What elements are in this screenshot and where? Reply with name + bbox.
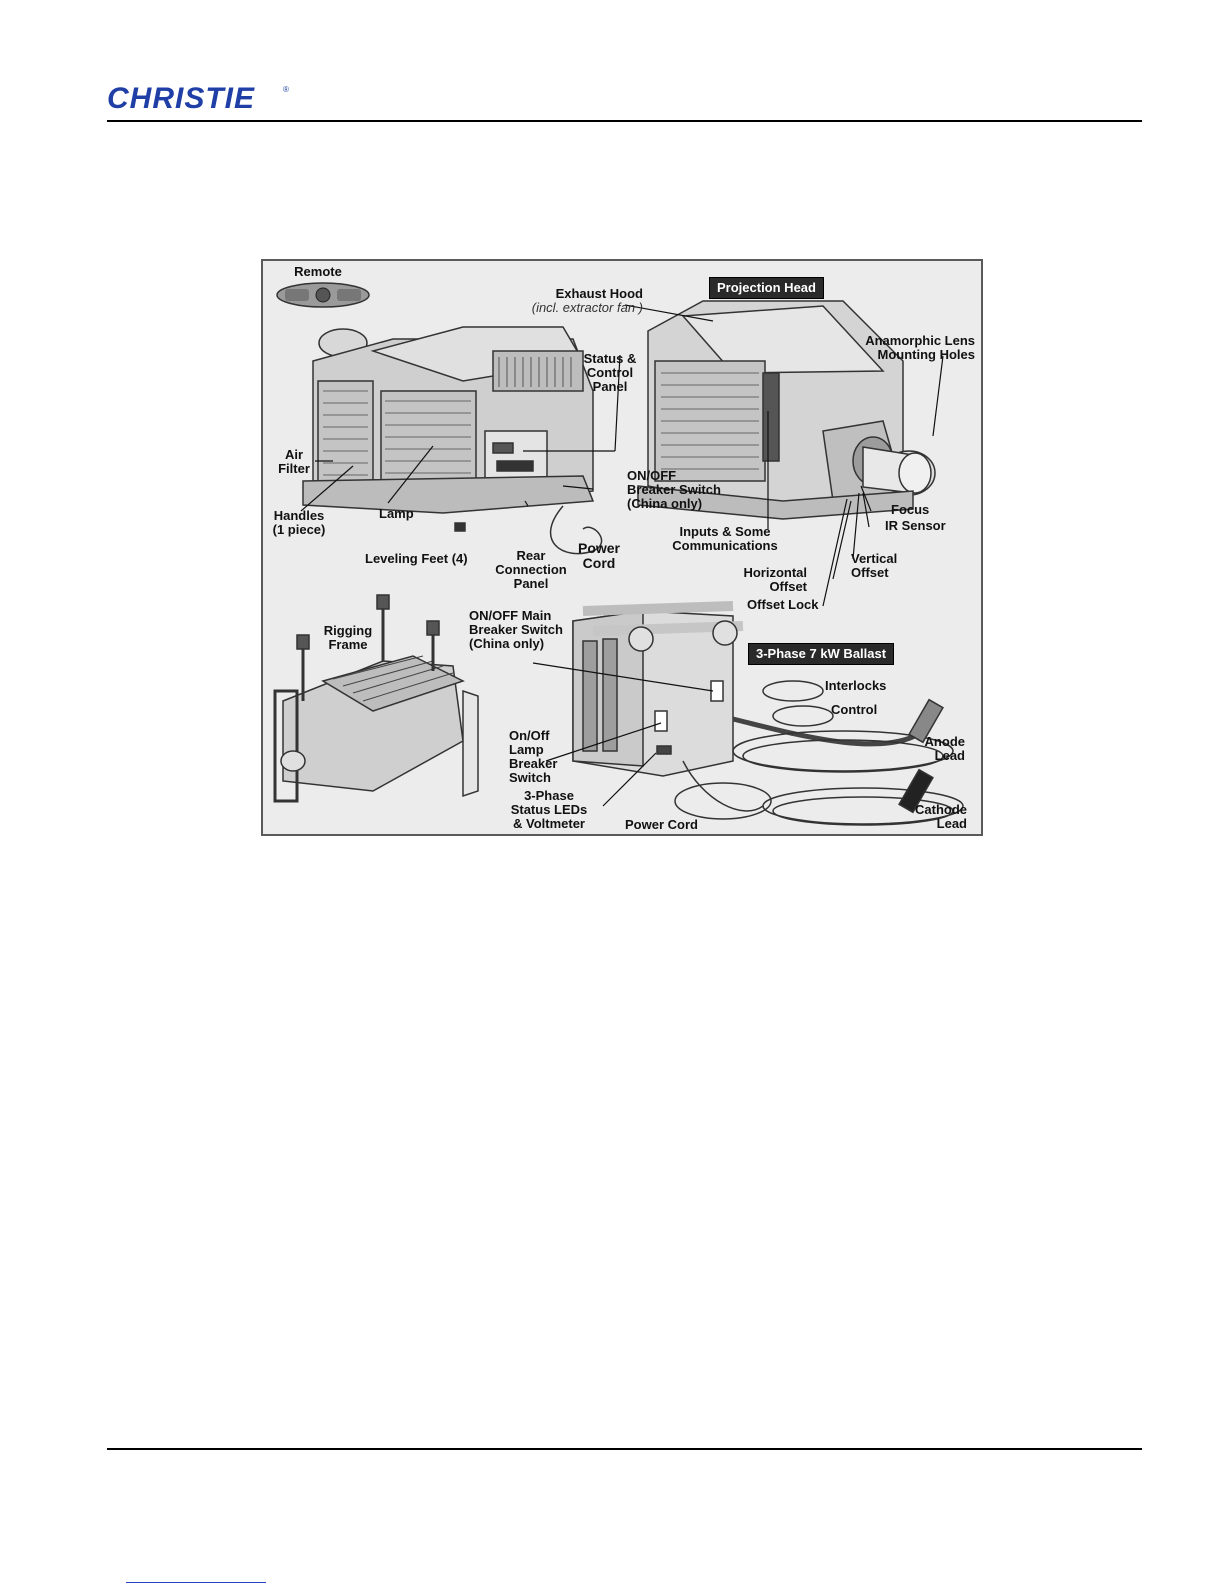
footer-link-underline: [126, 1582, 266, 1583]
footer-rule: [107, 1448, 1142, 1450]
ballast-illustration: [573, 606, 963, 825]
label-power-cord-top: Power Cord: [577, 540, 620, 571]
label-exhaust-hood: Exhaust Hood: [555, 286, 643, 301]
remote-illustration: [277, 283, 369, 307]
label-remote: Remote: [294, 264, 342, 279]
label-on-off-breaker: ON/OFF Breaker Switch (China only): [627, 468, 721, 511]
label-focus: Focus: [891, 502, 930, 517]
label-vertical-offset: Vertical Offset: [851, 551, 898, 580]
label-anode-lead: Anode Lead: [924, 734, 965, 763]
header-rule: [107, 120, 1142, 122]
label-inputs-communications: Inputs & Some Communications: [672, 524, 778, 553]
label-ir-sensor: IR Sensor: [885, 518, 946, 533]
label-offset-lock: Offset Lock: [747, 597, 819, 612]
projector-rear-illustration: [303, 327, 602, 554]
label-rear-connection-panel: Rear Connection Panel: [495, 548, 567, 591]
label-exhaust-hood-note: (incl. extractor fan ): [531, 300, 643, 315]
label-lamp: Lamp: [379, 506, 414, 521]
label-rigging-frame: Rigging Frame: [323, 623, 373, 652]
label-anamorphic-lens: Anamorphic Lens Mounting Holes: [865, 333, 975, 362]
label-on-off-main-breaker: ON/OFF Main Breaker Switch (China only): [469, 608, 563, 651]
logo-text: CHRISTIE: [107, 82, 256, 115]
label-air-filter: Air Filter: [278, 447, 310, 476]
label-on-off-lamp-breaker: On/Off Lamp Breaker Switch: [509, 728, 558, 785]
label-interlocks: Interlocks: [825, 678, 887, 693]
label-status-control-panel: Status & Control Panel: [583, 351, 637, 394]
label-ballast-title: 3-Phase 7 kW Ballast: [748, 643, 894, 665]
svg-text:®: ®: [283, 85, 289, 94]
christie-logo: [107, 80, 297, 116]
label-leveling-feet: Leveling Feet (4): [365, 551, 468, 566]
label-power-cord-bottom: Power Cord: [625, 817, 698, 832]
projector-components-figure: [261, 259, 983, 836]
label-three-phase-leds: 3-Phase Status LEDs & Voltmeter: [510, 788, 588, 831]
label-horizontal-offset: Horizontal Offset: [743, 565, 807, 594]
label-cathode-lead: Cathode Lead: [915, 802, 967, 831]
label-projection-head: Projection Head: [709, 277, 824, 299]
label-handles: Handles (1 piece): [272, 508, 326, 537]
label-control: Control: [831, 702, 878, 717]
